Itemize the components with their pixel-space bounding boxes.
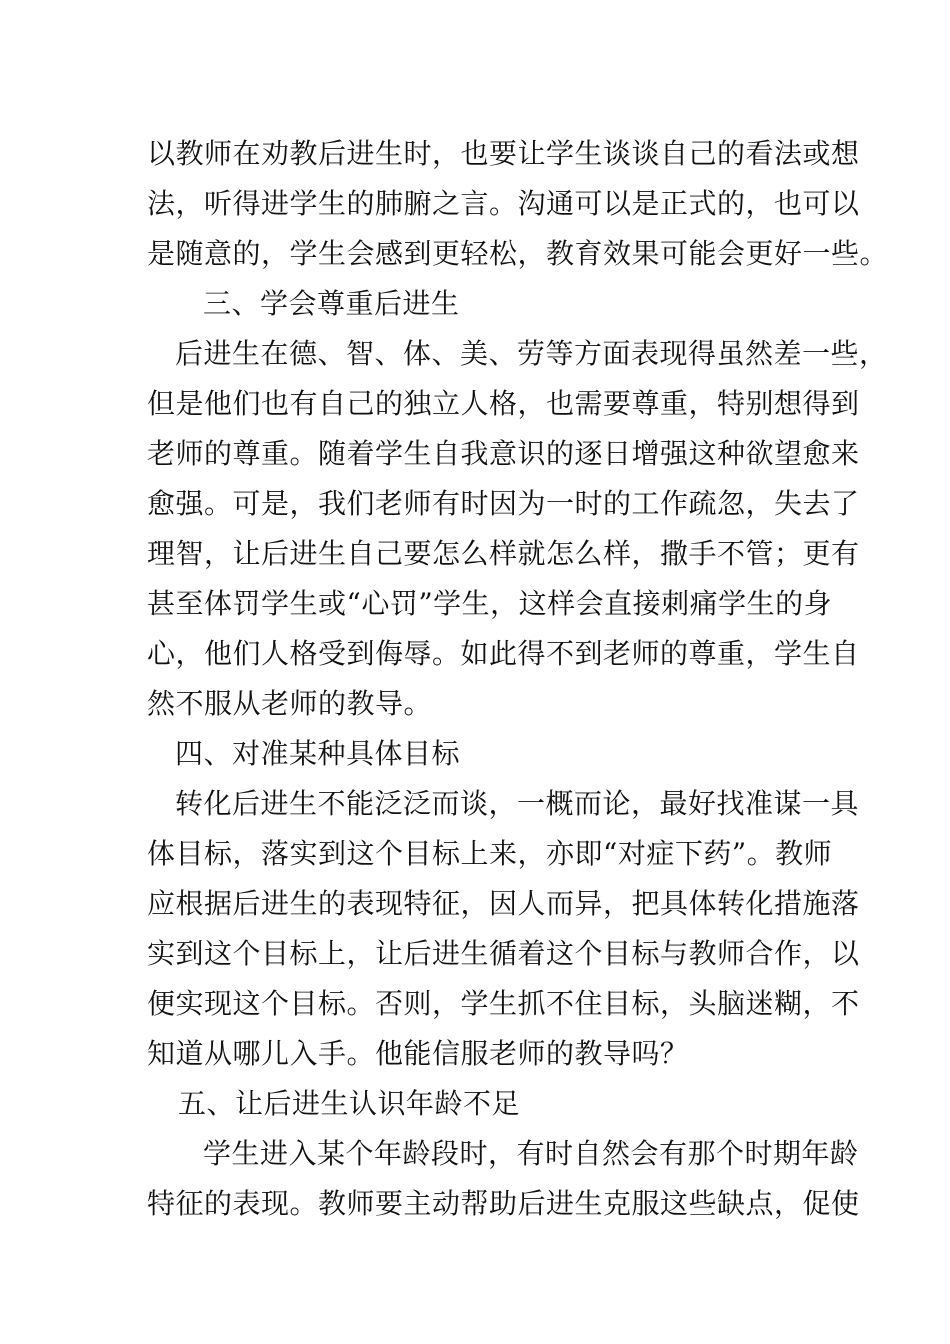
text-line: 应根据后进生的表现特征，因人而异，把具体转化措施落 — [147, 887, 860, 920]
text-line: 知道从哪儿入手。他能信服老师的教导吗？ — [147, 1037, 689, 1070]
text-line: 特征的表现。教师要主动帮助后进生克服这些缺点，促使 — [147, 1187, 860, 1220]
section-heading: 三、学会尊重后进生 — [203, 287, 460, 320]
text-line: 以教师在劝教后进生时，也要让学生谈谈自己的看法或想 — [147, 137, 860, 170]
text-line: 便实现这个目标。否则，学生抓不住目标，头脑迷糊，不 — [147, 987, 860, 1020]
section-heading: 四、对准某种具体目标 — [175, 737, 461, 770]
text-line: 甚至体罚学生或“心罚”学生，这样会直接刺痛学生的身 — [147, 587, 833, 620]
text-line: 老师的尊重。随着学生自我意识的逐日增强这种欲望愈来 — [147, 437, 860, 470]
text-line: 但是他们也有自己的独立人格，也需要尊重，特别想得到 — [147, 387, 860, 420]
text-line: 心，他们人格受到侮辱。如此得不到老师的尊重，学生自 — [147, 637, 860, 670]
text-line: 体目标，落实到这个目标上来，亦即“对症下药”。教师 — [147, 837, 833, 870]
text-line: 转化后进生不能泛泛而谈，一概而论，最好找准谋一具 — [175, 787, 860, 820]
text-line: 法，听得进学生的肺腑之言。沟通可以是正式的，也可以 — [147, 187, 860, 220]
section-heading: 五、让后进生认识年龄不足 — [178, 1087, 521, 1120]
text-line: 实到这个目标上，让后进生循着这个目标与教师合作，以 — [147, 937, 860, 970]
text-line: 然不服从老师的教导。 — [147, 687, 433, 720]
text-line: 理智，让后进生自己要怎么样就怎么样，撒手不管；更有 — [147, 537, 860, 570]
text-line: 学生进入某个年龄段时，有时自然会有那个时期年龄 — [203, 1137, 859, 1170]
text-line: 后进生在德、智、体、美、劳等方面表现得虽然差一些， — [175, 337, 888, 370]
text-line: 愈强。可是，我们老师有时因为一时的工作疏忽，失去了 — [147, 487, 860, 520]
text-line: 是随意的，学生会感到更轻松，教育效果可能会更好一些。 — [147, 237, 889, 270]
